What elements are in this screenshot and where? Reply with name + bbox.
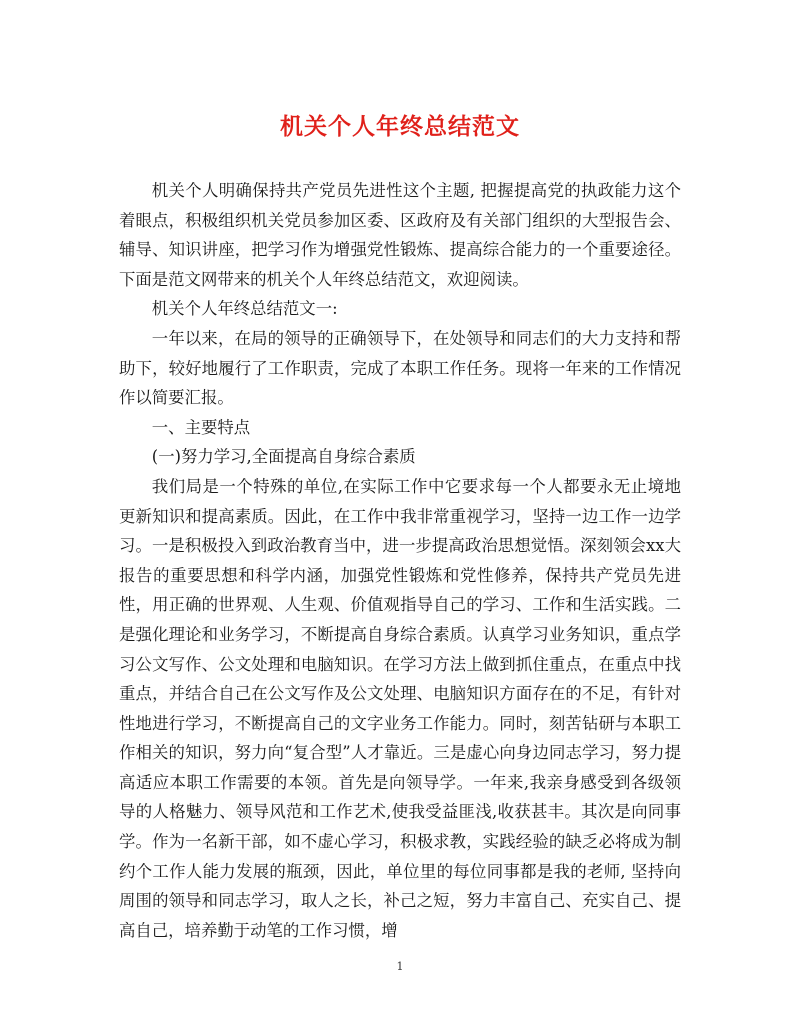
- page-title: 机关个人年终总结范文: [280, 113, 520, 140]
- paragraph-subheading-study: (一)努力学习,全面提高自身综合素质: [151, 447, 416, 467]
- paragraph-summary: 一年以来，在局的领导的正确领导下，在处领导和同志们的大力支持和帮助下，较好地履行了工作职责，完成了本职工作任务。现将一年来的工作情况作以简要汇报。: [119, 328, 681, 408]
- paragraph-study-details: 我们局是一个特殊的单位,在实际工作中它要求每一个人都要永无止境地更新知识和提高素质。因此，在工作中我非常重视学习，坚持一边工作一边学习。一是积极投入到政治教育当中，进一步提高政治思想觉悟。深刻领会xx大报告的重要思想和科学内涵，加强党性锻炼和党性修养，保持共产党员先进性，用正确的世界观、人生观、价值观指导自己的学习、工作和生活实践。二是强化理论和业务学习，不断提高自身综合素质。认真学习业务知识，重点学习公文写作、公文处理和电脑知识。在学习方法上做到抓住重点，在重点中找重点，并结合自己在公文写作及公文处理、电脑知识方面存在的不足，有针对性地进行学习，不断提高自己的文字业务工作能力。同时，刻苦钻研与本职工作相关的知识，努力向“复合型”人才靠近。三是虚心向身边同志学习，努力提高适应本职工作需要的本领。首先是向领导学。一年来,我亲身感受到各级领导的人格魅力、领导风范和工作艺术,使我受益匪浅,收获甚丰。其次是向同事学。作为一名新干部，如不虚心学习，积极求教，实践经验的缺乏必将成为制约个工作人能力发展的瓶颈，因此，单位里的每位同事都是我的老师, 坚持向周围的领导和同志学习，取人之长，补己之短，努力丰富自己、充实自己、提高自己，培养勤于动笔的工作习惯，增: [119, 476, 681, 940]
- paragraph-heading-main-features: 一、主要特点: [151, 417, 251, 437]
- paragraph-section-heading: 机关个人年终总结范文一:: [151, 299, 338, 319]
- document-body: [119, 176, 681, 945]
- page-number: 1: [396, 960, 404, 973]
- paragraph-intro: 机关个人明确保持共产党员先进性这个主题, 把握提高党的执政能力这个着眼点，积极组织机关党员参加区委、区政府及有关部门组织的大型报告会、辅导、知识讲座，把学习作为增强党性锻炼、提高综合能力的一个重要途径。下面是范文网带来的机关个人年终总结范文，欢迎阅读。: [119, 181, 681, 289]
